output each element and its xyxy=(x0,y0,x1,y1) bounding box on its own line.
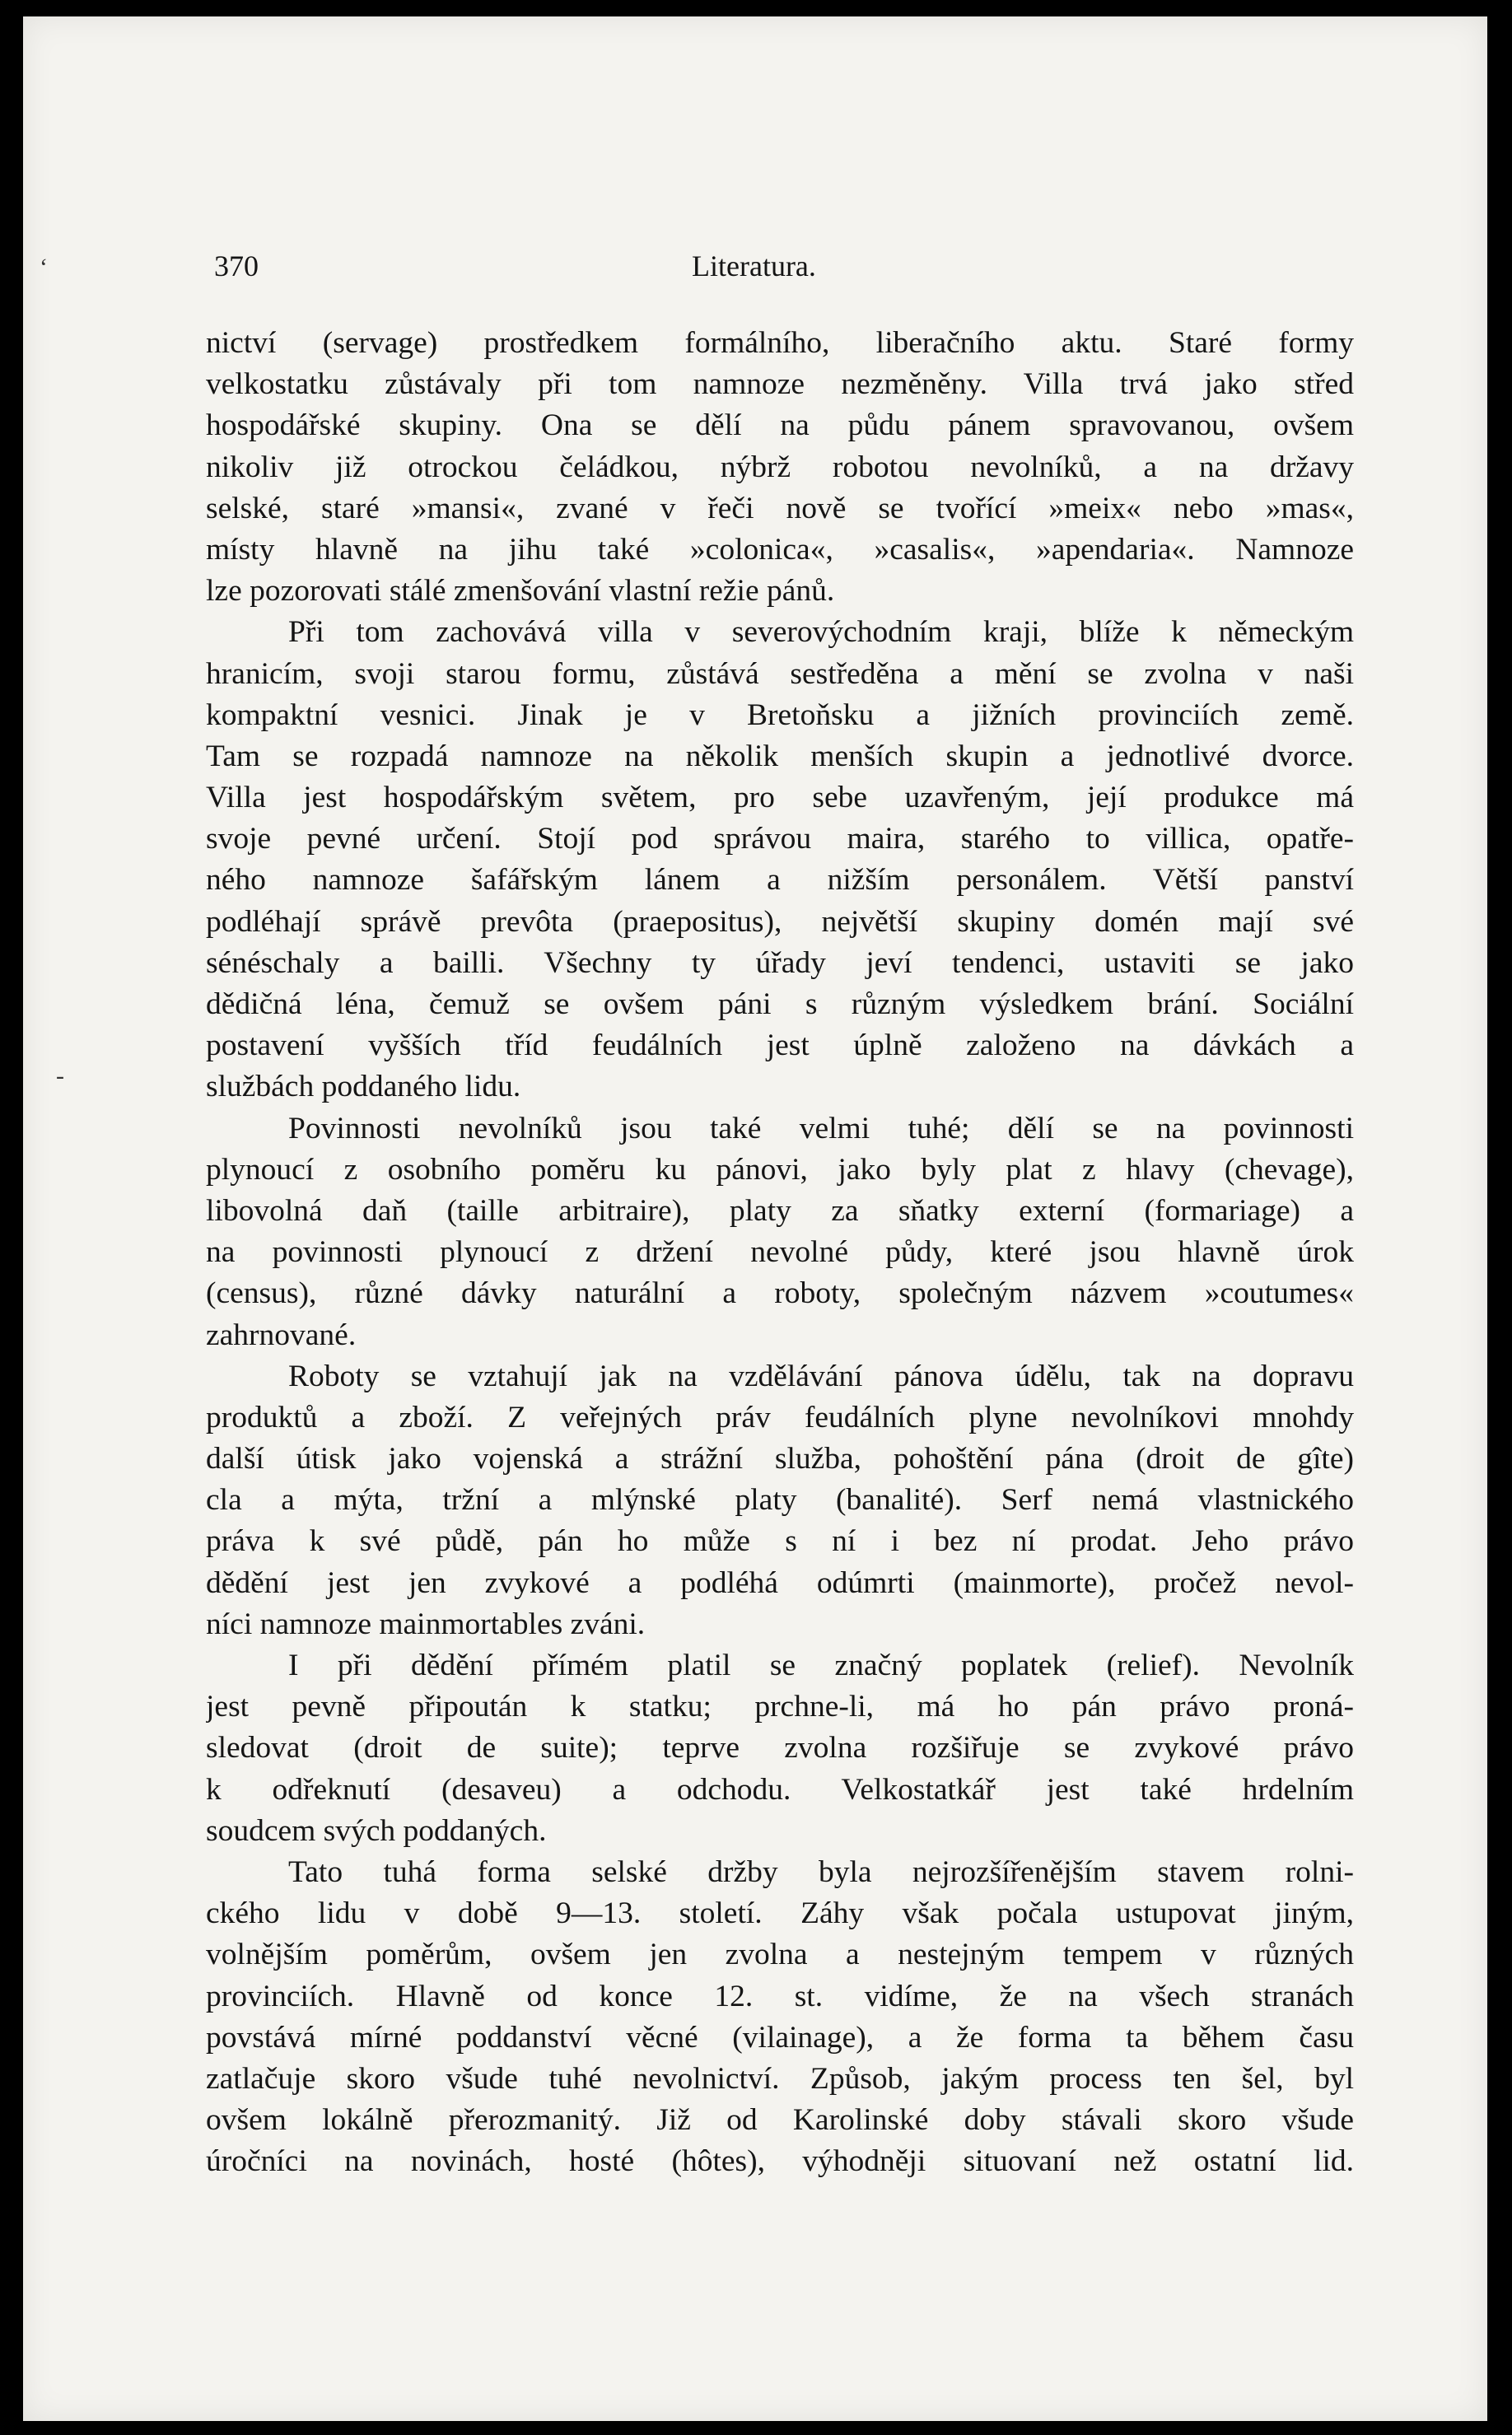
text-line: Při tom zachovává villa v severovýchodním kraji, blíže k německým xyxy=(288,615,1354,650)
text-line: lze pozorovati stálé zmenšování vlastní režie pánů. xyxy=(206,574,835,609)
text-line: velkostatku zůstávaly při tom namnoze nezměněny. Villa trvá jako střed xyxy=(206,367,1354,402)
text-line: podléhají správě prevôta (praepositus), největší skupiny domén mají své xyxy=(206,904,1354,939)
text-line: I při dědění přímém platil se značný poplatek (relief). Nevolník xyxy=(288,1649,1354,1682)
text-line: (census), různé dávky naturální a roboty, společným názvem »coutumes« xyxy=(206,1276,1354,1311)
text-line: hospodářské skupiny. Ona se dělí na půdu pánem spravovanou, ovšem xyxy=(206,408,1354,443)
text-line: službách poddaného lidu. xyxy=(206,1070,521,1104)
text-line: nictví (servage) prostředkem formálního, liberačního aktu. Staré formy xyxy=(206,326,1354,360)
text-line: plynoucí z osobního poměru ku pánovi, jako byly plat z hlavy (chevage), xyxy=(206,1152,1354,1187)
text-line: ného namnoze šafářským lánem a nižším personálem. Větší panství xyxy=(206,863,1354,898)
text-line: ckého lidu v době 9—13. století. Záhy však počala ustupovat jiným, xyxy=(206,1896,1354,1931)
page-number: 370 xyxy=(214,250,259,282)
text-line: místy hlavně na jihu také »colonica«, »casalis«, »apendaria«. Namnoze xyxy=(206,532,1354,567)
text-line: zahrnované. xyxy=(206,1318,357,1352)
text-line: na povinnosti plynoucí z držení nevolné půdy, které jsou hlavně úrok xyxy=(206,1235,1354,1270)
text-line: dědičná léna, čemuž se ovšem páni s různým výsledkem brání. Sociální xyxy=(206,987,1354,1021)
text-line: dědění jest jen zvykové a podléhá odúmrti (mainmorte), pročež nevol- xyxy=(206,1565,1354,1600)
running-head: Literatura. xyxy=(692,250,816,282)
text-line: níci namnoze mainmortables zváni. xyxy=(206,1607,646,1641)
text-line: postavení vyšších tříd feudálních jest úplně založeno na dávkách a xyxy=(206,1029,1354,1063)
text-line: hranicím, svoji starou formu, zůstává sestředěna a mění se zvolna v naši xyxy=(206,656,1354,691)
text-line: zatlačuje skoro všude tuhé nevolnictví. Způsob, jakým process ten šel, byl xyxy=(206,2061,1354,2096)
text-line: jest pevně připoután k statku; prchne-li, má ho pán právo proná- xyxy=(206,1690,1354,1724)
text-line: úročníci na novinách, hosté (hôtes), výhodněji situovaní než ostatní lid. xyxy=(206,2144,1354,2179)
text-line: provinciích. Hlavně od konce 12. st. vidíme, že na všech stranách xyxy=(206,1979,1354,2013)
text-line: povstává mírné poddanství věcné (vilainage), a že forma ta během času xyxy=(206,2020,1354,2055)
margin-tick-mark: ‘ xyxy=(40,254,48,281)
text-line: nikoliv již otrockou čeládkou, nýbrž robotou nevolníků, a na državy xyxy=(206,450,1354,484)
text-line: volnějším poměrům, ovšem jen zvolna a nestejným tempem v různých xyxy=(206,1938,1354,1972)
text-line: další útisk jako vojenská a strážní služba, pohoštění pána (droit de gîte) xyxy=(206,1442,1354,1476)
text-line: kompaktní vesnici. Jinak je v Bretoňsku a jižních provinciích země. xyxy=(206,697,1354,732)
page-header xyxy=(214,249,1351,290)
text-line: práva k své půdě, pán ho může s ní i bez ní prodat. Jeho právo xyxy=(206,1524,1354,1559)
text-line: sledovat (droit de suite); teprve zvolna rozšiřuje se zvykové právo xyxy=(206,1731,1354,1766)
body-text xyxy=(206,323,1354,2182)
text-line: svoje pevné určení. Stojí pod správou maira, starého to villica, opatře- xyxy=(206,822,1354,856)
text-line: Roboty se vztahují jak na vzdělávání pánova údělu, tak na dopravu xyxy=(288,1359,1354,1393)
text-line: libovolná daň (taille arbitraire), platy za sňatky externí (formariage) a xyxy=(206,1193,1354,1228)
text-line: cla a mýta, tržní a mlýnské platy (banalité). Serf nemá vlastnického xyxy=(206,1483,1354,1518)
text-line: Povinnosti nevolníků jsou také velmi tuhé; dělí se na povinnosti xyxy=(288,1111,1354,1145)
text-line: sénéschaly a bailli. Všechny ty úřady jeví tendenci, ustaviti se jako xyxy=(206,945,1354,980)
text-line: produktů a zboží. Z veřejných práv feudálních plyne nevolníkovi mnohdy xyxy=(206,1400,1354,1434)
book-page xyxy=(23,16,1487,2421)
text-line: selské, staré »mansi«, zvané v řeči nově se tvořící »meix« nebo »mas«, xyxy=(206,491,1354,525)
margin-dash-mark: - xyxy=(56,1062,64,1089)
text-line: Villa jest hospodářským světem, pro sebe uzavřeným, její produkce má xyxy=(206,781,1354,815)
text-line: Tato tuhá forma selské držby byla nejrozšířenějším stavem rolni- xyxy=(288,1854,1354,1889)
text-line: soudcem svých poddaných. xyxy=(206,1813,547,1848)
text-line: ovšem lokálně přerozmanitý. Již od Karolinské doby stávali skoro všude xyxy=(206,2103,1354,2138)
text-line: k odřeknutí (desaveu) a odchodu. Velkostatkář jest také hrdelním xyxy=(206,1772,1354,1807)
text-line: Tam se rozpadá namnoze na několik menších skupin a jednotlivé dvorce. xyxy=(206,739,1354,773)
